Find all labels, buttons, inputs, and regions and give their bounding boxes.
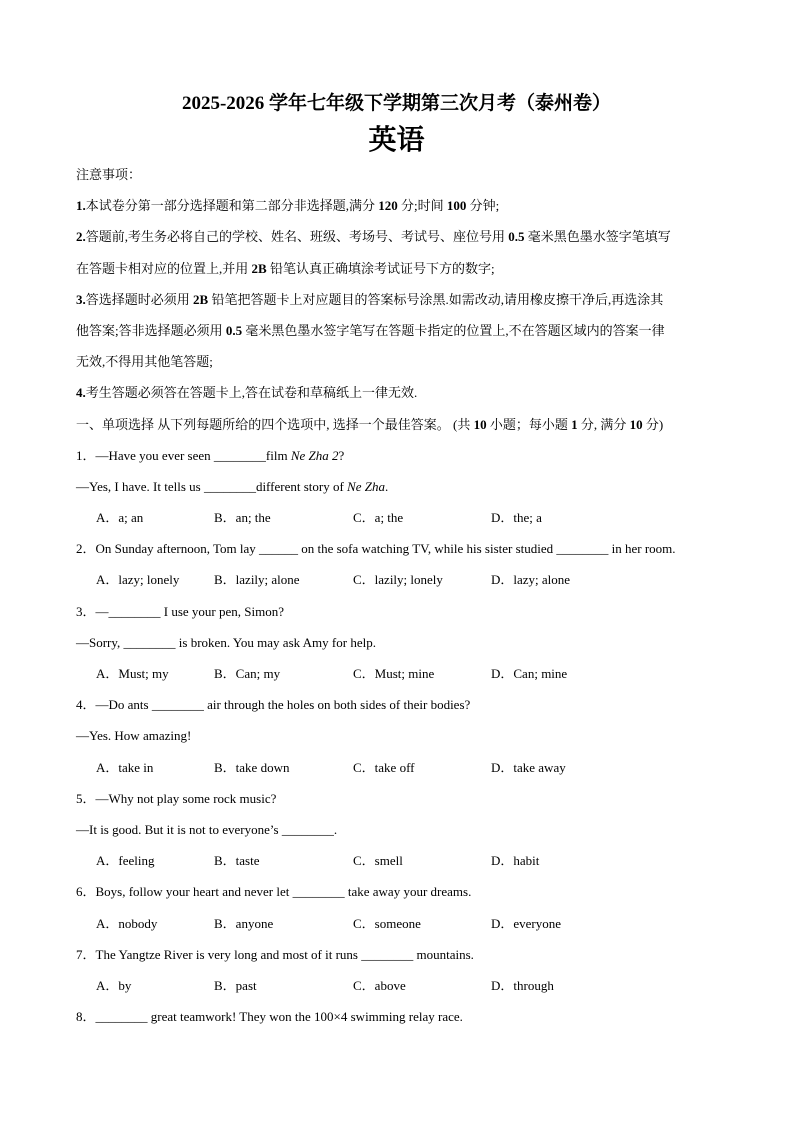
text-segment: 2B: [193, 291, 209, 307]
option-a: A．a; an: [96, 510, 144, 526]
text-segment: 答题前,考生务必将自己的学校、姓名、班级、考场号、考试号、座位号用: [85, 229, 509, 245]
answer-options: [76, 752, 726, 783]
text-line: [76, 253, 726, 284]
text-segment: 本试卷分第一部分选择题和第二部分非选择题,满分: [85, 198, 379, 214]
text-line: [76, 876, 726, 907]
option-b: B．an; the: [214, 510, 271, 526]
option-c: C．lazily; lonely: [353, 572, 443, 588]
text-segment: 毫米黑色墨水签字笔写在答题卡指定的位置上,不在答题区域内的答案一律: [242, 322, 665, 338]
text-segment: 在答题卡相对应的位置上,并用: [76, 260, 252, 276]
text-segment: 小题；每小题: [486, 416, 572, 432]
answer-options: [76, 502, 726, 533]
option-b: B．taste: [214, 853, 260, 869]
text-segment: —Yes, I have. It tells us ________different story of: [76, 478, 348, 494]
text-segment: 3．—________ I use your pen, Simon?: [76, 603, 284, 619]
text-line: [76, 377, 726, 408]
text-segment: 铅笔认真正确填涂考试证号下方的数字;: [266, 260, 495, 276]
text-line: [76, 533, 726, 564]
text-line: [76, 409, 726, 440]
text-segment: 10: [629, 416, 643, 432]
text-segment: —Yes. How amazing!: [76, 728, 192, 744]
answer-options: [76, 970, 726, 1001]
text-segment: 2．On Sunday afternoon, Tom lay ______ on the sofa watching TV, while his sister studied ________ in her room.: [76, 541, 676, 557]
text-line: [76, 814, 726, 845]
text-line: [76, 627, 726, 658]
option-a: A．feeling: [96, 853, 155, 869]
option-c: C．someone: [353, 915, 421, 931]
subject-title: 英语: [368, 123, 425, 156]
text-line: [76, 221, 726, 252]
text-segment: —Sorry, ________ is broken. You may ask Amy for help.: [76, 634, 376, 650]
text-segment: 毫米黑色墨水签字笔填写: [524, 229, 671, 245]
option-d: D．through: [491, 977, 554, 993]
text-line: [76, 284, 726, 315]
text-segment: 无效,不得用其他笔答题;: [76, 354, 213, 370]
option-c: C．take off: [353, 759, 415, 775]
option-c: C．above: [353, 977, 406, 993]
text-segment: 分, 满分: [577, 416, 630, 432]
text-segment: ?: [338, 447, 345, 463]
option-b: B．anyone: [214, 915, 274, 931]
text-line: [76, 159, 726, 190]
option-a: A．by: [96, 977, 132, 993]
text-segment: 0.5: [508, 229, 525, 245]
text-segment: 考生答题必须答在答题卡上,答在试卷和草稿纸上一律无效.: [85, 385, 418, 401]
option-a: A．Must; my: [96, 666, 169, 681]
text-segment: 一、单项选择 从下列每题所给的四个选项中, 选择一个最佳答案。 (共: [76, 416, 474, 432]
option-b: B．past: [214, 977, 257, 993]
text-line: [76, 939, 726, 970]
text-segment: .: [384, 478, 389, 494]
text-segment: 0.5: [225, 322, 243, 338]
text-segment: 5．—Why not play some rock music?: [76, 790, 277, 806]
text-segment: 1．—Have you ever seen ________film: [76, 447, 291, 463]
text-segment: Ne Zha: [347, 478, 385, 494]
text-segment: 分;时间: [397, 198, 447, 214]
text-segment: 1: [571, 416, 578, 432]
text-segment: 4．—Do ants ________ air through the holes on both sides of their bodies?: [76, 697, 471, 713]
text-segment: 10: [473, 416, 487, 432]
exam-body: [76, 159, 726, 1032]
text-segment: 6．Boys, follow your heart and never let ________ take away your dreams.: [76, 884, 472, 900]
option-b: B．lazily; alone: [214, 572, 300, 588]
text-segment: 他答案;答非选择题必须用: [76, 322, 226, 338]
option-d: D．lazy; alone: [491, 572, 571, 588]
text-segment: 8．________ great teamwork! They won the 100×4 swimming relay race.: [76, 1009, 463, 1025]
option-d: D．habit: [491, 853, 540, 869]
text-segment: 7．The Yangtze River is very long and most of it runs ________ mountains.: [76, 946, 474, 962]
text-segment: 120: [378, 198, 398, 214]
option-b: B．take down: [214, 759, 290, 775]
answer-options: [76, 845, 726, 876]
text-segment: 分钟;: [466, 198, 500, 214]
exam-title: 2025-2026 学年七年级下学期第三次月考（泰州卷）: [181, 93, 612, 114]
option-a: A．take in: [96, 759, 154, 775]
answer-options: [76, 658, 726, 689]
text-segment: 注意事项：: [76, 167, 142, 182]
text-segment: 3.: [76, 291, 86, 307]
option-a: A．lazy; lonely: [96, 572, 180, 588]
answer-options: [76, 908, 726, 939]
text-line: [76, 1001, 726, 1032]
text-segment: —It is good. But it is not to everyone’s ________.: [76, 821, 338, 837]
option-c: C．smell: [353, 853, 403, 869]
text-line: [76, 440, 726, 471]
text-line: [76, 783, 726, 814]
option-d: D．take away: [491, 759, 566, 775]
option-d: D．everyone: [491, 915, 562, 931]
answer-options: [76, 564, 726, 595]
text-segment: 2.: [76, 229, 86, 245]
text-segment: 1.: [76, 198, 86, 214]
text-segment: 2B: [251, 260, 267, 276]
option-c: C．a; the: [353, 510, 404, 526]
text-line: [76, 596, 726, 627]
text-line: [76, 315, 726, 346]
text-line: [76, 689, 726, 720]
option-a: A．nobody: [96, 915, 158, 931]
option-c: C．Must; mine: [353, 666, 435, 681]
text-segment: 100: [446, 198, 467, 214]
option-d: D．Can; mine: [491, 666, 568, 681]
option-d: D．the; a: [491, 510, 542, 526]
text-segment: 分): [642, 416, 664, 432]
text-segment: Ne Zha 2: [290, 447, 339, 463]
option-b: B．Can; my: [214, 666, 281, 681]
text-line: [76, 720, 726, 751]
text-line: [76, 471, 726, 502]
text-line: [76, 346, 726, 377]
text-line: [76, 190, 726, 221]
text-segment: 铅笔把答题卡上对应题目的答案标号涂黑.如需改动,请用橡皮擦干净后,再选涂其: [208, 291, 664, 307]
text-segment: 答选择题时必须用: [85, 291, 194, 307]
text-segment: 4.: [76, 385, 86, 401]
